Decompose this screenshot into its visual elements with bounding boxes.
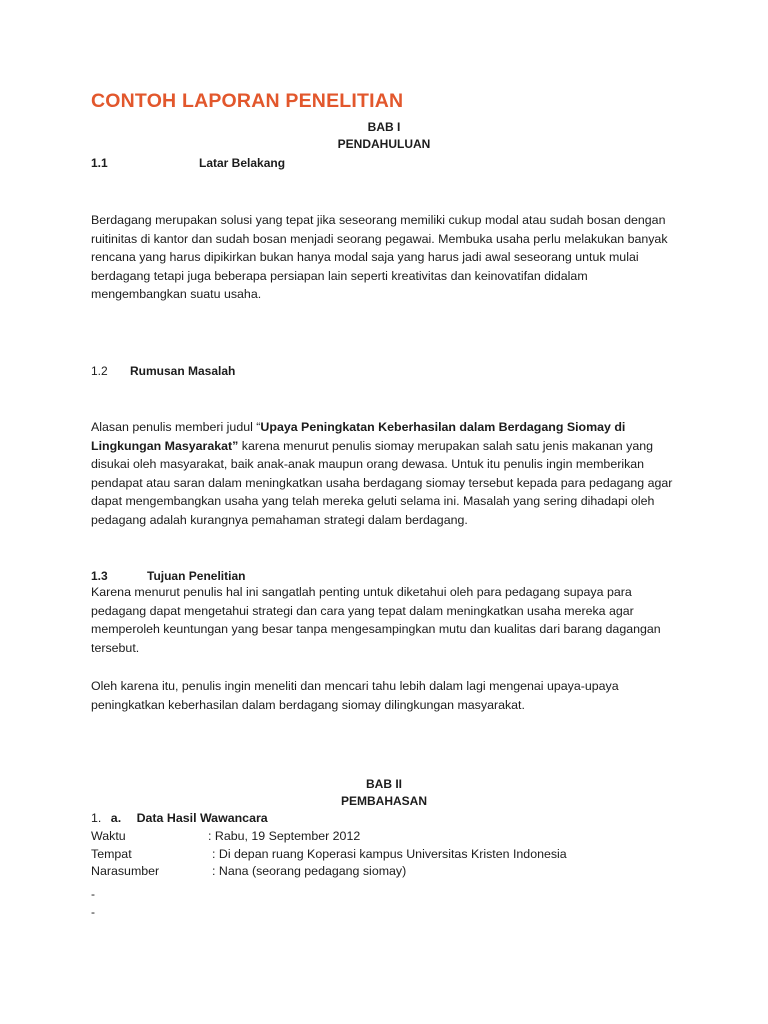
bab2-name: PEMBAHASAN <box>340 794 427 808</box>
bab1-name: PENDAHULUAN <box>337 137 431 151</box>
row-key: Tempat <box>91 847 132 861</box>
bab1-label: BAB I <box>367 120 401 134</box>
section-1-3-paragraph <box>91 583 681 657</box>
section-1-1-heading: Latar Belakang <box>199 156 286 170</box>
item-letter: a. <box>110 811 122 825</box>
section-1-2-paragraph <box>91 418 681 530</box>
bullet-dash: - <box>91 905 95 919</box>
paragraph-text: Oleh karena itu, penulis ingin meneliti dan mencari tahu lebih dalam lagi mengenai upaya-upaya peningkatkan keberhasilan dalam berdagang siomay dilingkungan masyarakat. <box>91 679 619 712</box>
row-key: Waktu <box>91 829 126 843</box>
item-heading: Data Hasil Wawancara <box>136 811 268 825</box>
section-1-3-number: 1.3 <box>91 569 108 583</box>
section-1-1-paragraph <box>91 211 681 304</box>
paragraph-pre: Alasan penulis memberi judul “ <box>91 420 261 434</box>
row-value: : Di depan ruang Koperasi kampus Universitas Kristen Indonesia <box>212 847 567 861</box>
item-number: 1. <box>91 811 102 825</box>
paragraph-text: Berdagang merupakan solusi yang tepat jika seseorang memiliki cukup modal atau sudah bosan dengan ruitinitas di kantor dan sudah bosan menjadi seorang pegawai. Membuka usaha perlu melakukan banyak rencana yang harus dipikirkan bukan hanya modal saja yang harus jadi awal seseorang untuk mulai berdagang tetapi juga beberapa persiapan lain seperti kreativitas dan keinovatifan didalam mengembangkan suatu usaha. <box>91 213 668 302</box>
paragraph-post: karena menurut penulis siomay merupakan salah satu jenis makanan yang disukai oleh masyarakat, baik anak-anak maupun orang dewasa. Untuk itu penulis ingin memberikan pendapat atau saran dalam meningkatkan usaha berdagang siomay tersebut kepada para pedagang agar dapat mengembangkan usaha yang telah mereka geluti selama ini. Masalah yang sering dihadapi oleh pedagang adalah kurangnya pemahaman strategi dalam berdagang. <box>91 438 673 527</box>
bullet-dash: - <box>91 887 95 901</box>
section-1-1-number: 1.1 <box>91 156 108 170</box>
paragraph-text: Karena menurut penulis hal ini sangatlah penting untuk diketahui oleh para pedagang supaya para pedagang dapat mengetahui strategi dan cara yang tepat dalam meningkatkan usaha mereka agar memperoleh keuntungan yang besar tanpa mengesampingkan mutu dan kualitas dari barang dagangan tersebut. <box>91 585 661 655</box>
row-value: : Nana (seorang pedagang siomay) <box>212 864 407 878</box>
section-1-3-heading: Tujuan Penelitian <box>147 569 246 583</box>
data-item-heading-row <box>91 811 268 825</box>
interview-row-waktu <box>91 829 360 843</box>
row-key: Narasumber <box>91 864 160 878</box>
interview-row-narasumber <box>91 864 406 878</box>
bab2-label: BAB II <box>366 777 402 791</box>
row-value: : Rabu, 19 September 2012 <box>208 829 361 843</box>
section-1-2-heading: Rumusan Masalah <box>130 364 236 378</box>
interview-row-tempat <box>91 847 567 861</box>
paragraph-bold-title: Upaya Peningkatan Keberhasilan dalam Berdagang Siomay di Lingkungan Masyarakat” <box>91 420 626 453</box>
section-1-3-paragraph-2 <box>91 677 681 714</box>
section-1-2-number: 1.2 <box>91 364 108 378</box>
document-title: CONTOH LAPORAN PENELITIAN <box>91 90 404 112</box>
